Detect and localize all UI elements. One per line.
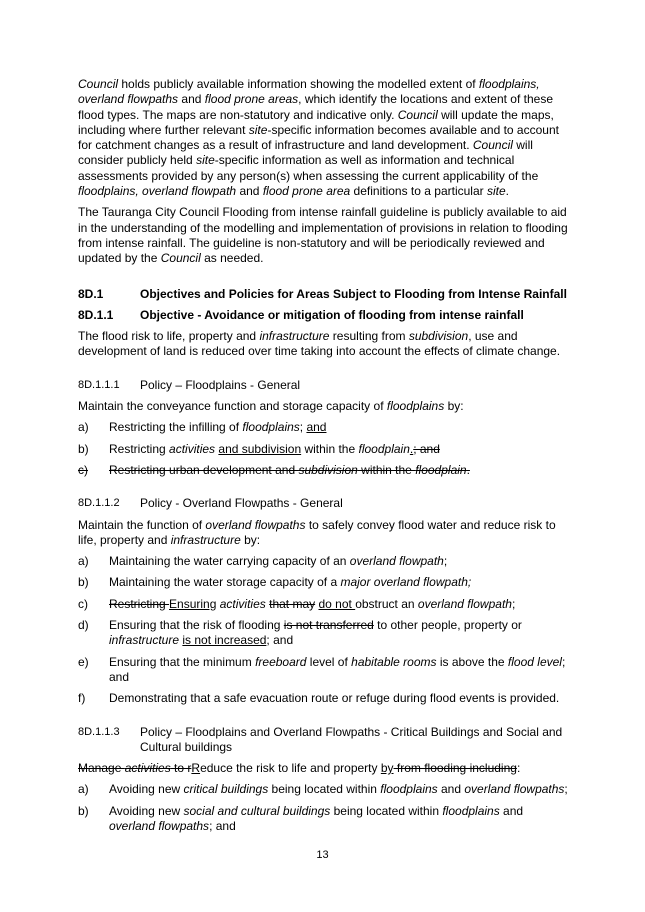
section-number: 8D.1 [78, 286, 104, 301]
list-item [78, 554, 570, 569]
list-item-text: Ensuring that the risk of flooding is not transferred to other people, property or infrastructure is not increased; and [109, 618, 522, 648]
list-item-label: a) [78, 420, 89, 435]
list-item-label: a) [78, 554, 89, 569]
list-item-label: b) [78, 803, 89, 818]
policy-title: Policy – Floodplains and Overland Flowpaths - Critical Buildings and Social and Cultural buildings [140, 724, 563, 754]
list-item-text: Maintaining the water storage capacity of a major overland flowpath; [109, 575, 472, 590]
policy-heading-overland-flowpaths [78, 496, 570, 511]
list-item [78, 618, 570, 649]
list-item-text: Avoiding new social and cultural buildings being located within floodplains and overland flowpaths; and [109, 803, 524, 833]
list-item [78, 782, 570, 797]
list-item-label: c) [78, 462, 88, 477]
list-item-label: e) [78, 654, 89, 669]
list-item [78, 420, 570, 435]
list-item-text: Restricting the infilling of floodplains; and [109, 420, 327, 435]
list-item-text: Restricting Ensuring activities that may do not obstruct an overland flowpath; [109, 596, 516, 611]
list-item [78, 442, 570, 457]
document-page [78, 77, 570, 840]
list-item-text: Restricting activities and subdivision within the floodplain.; and [109, 441, 440, 456]
section-heading [78, 287, 570, 302]
intro-paragraph-1: Council holds publicly available information showing the modelled extent of floodplains, overland flowpaths and flood prone areas, which identify the locations and extent of these flood types. The maps are non-statutory and indicative only. Council will update the maps, including where further relevant site-specific information becomes available and to account for catchment changes as a result of infrastructure and land development. Council will consider publicly held site-specific information as well as information and technical assessments provided by any person(s) when assessing the current applicability of the floodplains, overland flowpath and flood prone area definitions to a particular site. [78, 77, 559, 199]
list-item-text: Ensuring that the minimum freeboard level of habitable rooms is above the flood level; and [109, 654, 566, 684]
policy-heading-critical-buildings [78, 725, 570, 756]
list-item-text: Avoiding new critical buildings being located within floodplains and overland flowpaths; [109, 782, 568, 797]
policy-intro: Maintain the conveyance function and storage capacity of floodplains by: [78, 399, 464, 414]
list-item-label: c) [78, 596, 88, 611]
list-item-label: d) [78, 618, 89, 633]
list-item [78, 655, 570, 686]
list-item-label: f) [78, 691, 86, 706]
objective-heading [78, 308, 570, 323]
policy-intro: Manage activities to rReduce the risk to life and property by from flooding including: [78, 761, 521, 776]
objective-title: Objective - Avoidance or mitigation of flooding from intense rainfall [140, 307, 524, 322]
section-title: Objectives and Policies for Areas Subject to Flooding from Intense Rainfall [140, 286, 567, 301]
list-item [78, 691, 570, 706]
list-item [78, 575, 570, 590]
list-item-deleted [78, 463, 570, 478]
list-item-text: Maintaining the water carrying capacity of an overland flowpath; [109, 554, 448, 569]
policy-heading-floodplains [78, 378, 570, 393]
policy-title: Policy – Floodplains - General [140, 377, 301, 392]
policy-number: 8D.1.1.1 [78, 378, 120, 391]
objective-number: 8D.1.1 [78, 307, 114, 322]
list-item [78, 597, 570, 612]
policy-number: 8D.1.1.2 [78, 497, 120, 510]
objective-body: The flood risk to life, property and infrastructure resulting from subdivision, use and development of land is reduced over time taking into account the effects of climate change. [78, 329, 561, 359]
list-item-label: a) [78, 782, 89, 797]
intro-paragraph-2: The Tauranga City Council Flooding from intense rainfall guideline is publicly available to aid in the understanding of the modelling and implementation of provisions in relation to flooding from intense rainfall. The guideline is non-statutory and will be periodically reviewed and updated by the Council as needed. [78, 205, 568, 266]
list-item-label: b) [78, 575, 89, 590]
list-item [78, 804, 570, 835]
policy-number: 8D.1.1.3 [78, 725, 120, 738]
list-item-text: Demonstrating that a safe evacuation route or refuge during flood events is provided. [109, 691, 560, 706]
policy-title: Policy - Overland Flowpaths - General [140, 496, 343, 511]
list-item-text: Restricting urban development and subdivision within the floodplain. [109, 462, 470, 477]
policy-intro: Maintain the function of overland flowpaths to safely convey flood water and reduce risk to life, property and infrastructure by: [78, 517, 556, 547]
page-number: 13 [316, 849, 329, 861]
list-item-label: b) [78, 441, 89, 456]
